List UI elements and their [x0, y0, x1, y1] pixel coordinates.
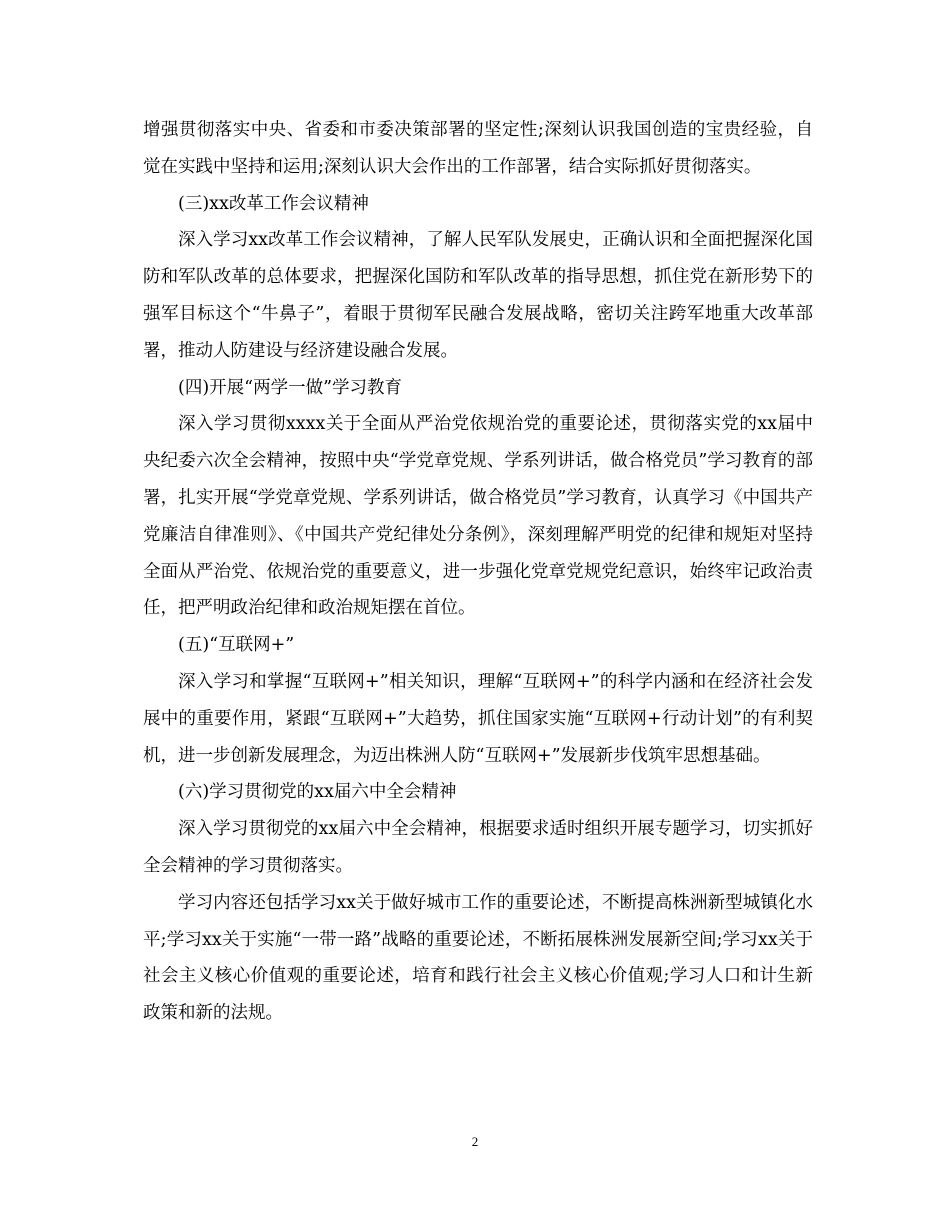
paragraph: 增强贯彻落实中央、省委和市委决策部署的坚定性;深刻认识我国创造的宝贵经验，自觉在实践中坚持和运用;深刻认识大会作出的工作部署，结合实际抓好贯彻落实。: [143, 120, 813, 177]
section-heading-6: (六)学习贯彻党的xx届六中全会精神: [178, 782, 457, 803]
paragraph: 学习内容还包括学习xx关于做好城市工作的重要论述，不断提高株洲新型城镇化水平;学习xx关于实施“一带一路”战略的重要论述，不断拓展株洲发展新空间;学习xx关于社会主义核心价值观的重要论述，培育和践行社会主义核心价值观;学习人口和计生新政策和新的法规。: [143, 892, 813, 1024]
page-number: 2: [471, 1134, 479, 1149]
paragraph: 深入学习贯彻党的xx届六中全会精神，根据要求适时组织开展专题学习，切实抓好全会精神的学习贯彻落实。: [143, 819, 813, 876]
paragraph: 深入学习xx改革工作会议精神，了解人民军队发展史，正确认识和全面把握深化国防和军队改革的总体要求，把握深化国防和军队改革的指导思想，抓住党在新形势下的强军目标这个“牛鼻子”，着眼于贯彻军民融合发展战略，密切关注跨军地重大改革部署，推动人防建设与经济建设融合发展。: [143, 230, 813, 361]
paragraph: 深入学习贯彻xxxx关于全面从严治党依规治党的重要论述，贯彻落实党的xx届中央纪委六次全会精神，按照中央“学党章党规、学系列讲话，做合格党员”学习教育的部署，扎实开展“学党章党规、学系列讲话，做合格党员”学习教育，认真学习《中国共产党廉洁自律准则》、《中国共产党纪律处分条例》，深刻理解严明党的纪律和规矩对坚持全面从严治党、依规治党的重要意义，进一步强化党章党规党纪意识，始终牢记政治责任，把严明政治纪律和政治规矩摆在首位。: [143, 414, 813, 619]
section-heading-5: (五)“互联网+”: [178, 635, 295, 656]
section-heading-3: (三)xx改革工作会议精神: [178, 193, 369, 214]
section-heading-4: (四)开展“两学一做”学习教育: [178, 377, 403, 398]
document-body: [143, 112, 813, 1032]
paragraph: 深入学习和掌握“互联网+”相关知识，理解“互联网+”的科学内涵和在经济社会发展中的重要作用，紧跟“互联网+”大趋势，抓住国家实施“互联网+行动计划”的有利契机，进一步创新发展理念，为迈出株洲人防“互联网+”发展新步伐筑牢思想基础。: [143, 671, 813, 766]
